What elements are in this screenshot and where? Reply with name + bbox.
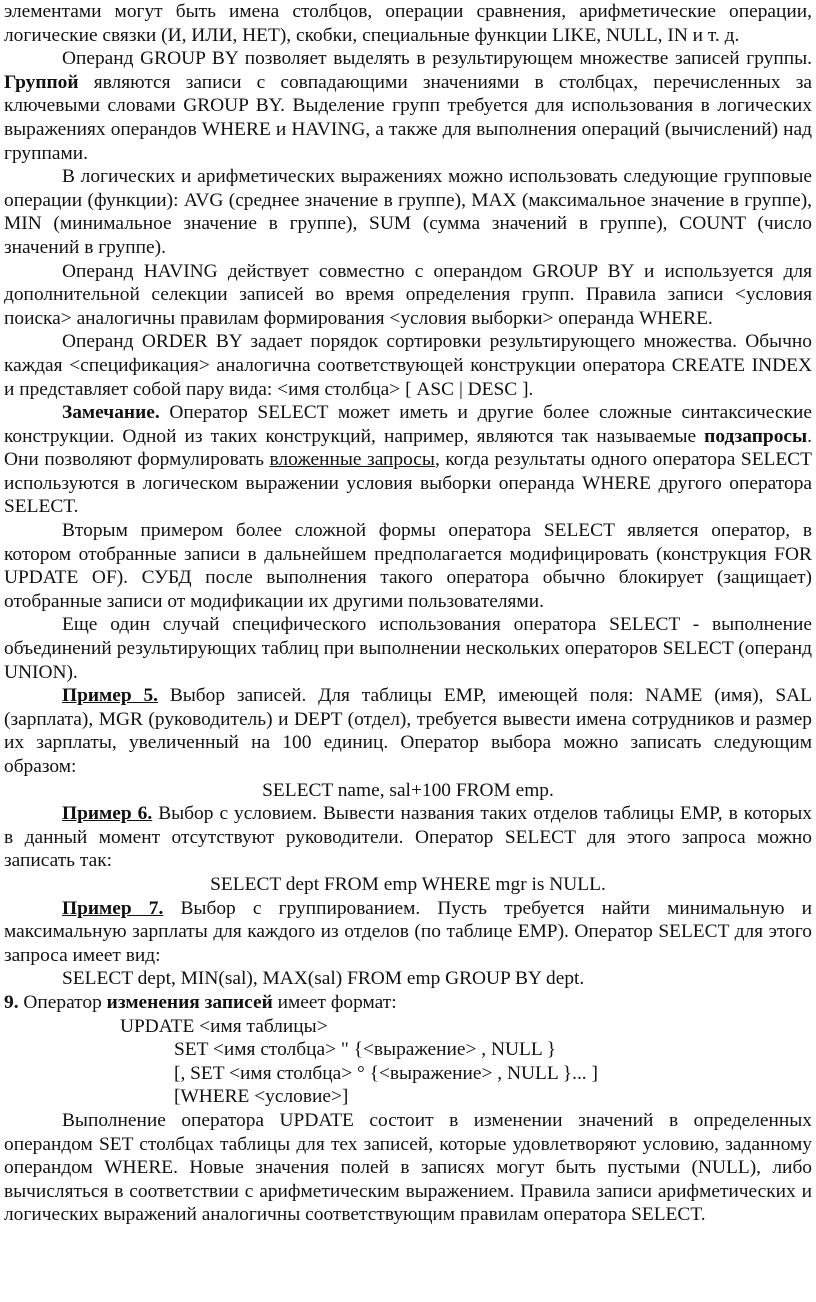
update-syntax-line-2: SET <имя столбца> " {<выражение> , NULL }	[174, 1039, 557, 1061]
paragraph-group-by	[4, 47, 812, 165]
term-group: Группой	[4, 71, 79, 93]
term-update-records: изменения записей	[106, 991, 273, 1013]
text: Оператор SELECT может иметь и другие более сложные синтаксические конструкции. Одной из таких конструкций, например, являются так называемые	[4, 402, 812, 447]
example-6-label: Пример 6.	[62, 803, 153, 825]
example-7-code: SELECT dept, MIN(sal), MAX(sal) FROM emp GROUP BY dept.	[62, 968, 585, 990]
text: являются записи с совпадающими значениями в столбцах, перечисленных за ключевыми словами GROUP BY. Выделение групп требуется для использования в логических выражениях операндов WHERE и HAVING, а также для выполнения операций (вычислений) над группами.	[4, 71, 812, 164]
example-5-code: SELECT name, sal+100 FROM emp.	[262, 779, 554, 801]
text: имеет формат:	[272, 991, 397, 1013]
example-6-code: SELECT dept FROM emp WHERE mgr is NULL.	[210, 873, 606, 895]
text: Выбор с группированием. Пусть требуется найти минимальную и максимальную зарплаты для каждого из отделов (по таблице EMP). Оператор SELECT для этого запроса имеет вид:	[4, 897, 813, 966]
term-nested-queries: вложенные запросы	[269, 449, 435, 471]
paragraph-note	[4, 401, 812, 519]
text: Выбор с условием. Вывести названия таких отделов таблицы EMP, в которых в данный момент отсутствуют руководители. Оператор SELECT для этого запроса можно записать так:	[4, 803, 813, 872]
update-syntax-line-3: [, SET <имя столбца> ° {<выражение> , NULL }... ]	[174, 1062, 598, 1084]
paragraph-update-description: Выполнение оператора UPDATE состоит в изменении значений в определенных операндом SET столбцах таблицы для тех записей, которые удовлетворяют условию, заданному операндом WHERE. Новые значения полей в записях могут быть пустыми (NULL), либо вычисляться в соответствии с арифметическим выражением. Правила записи арифметических и логических выражений аналогичны соответствующим правилам оператора SELECT.	[4, 1109, 812, 1226]
paragraph-having: Операнд HAVING действует совместно с операндом GROUP BY и используется для дополнительной селекции записей во время определения групп. Правила записи <условия поиска> аналогичны правилам формирования <условия выборки> операнда WHERE.	[4, 260, 812, 329]
text: . Они позволяют формулировать	[4, 425, 812, 471]
example-6	[4, 802, 812, 873]
text: Операнд GROUP BY позволяет выделять в результирующем множестве записей группы.	[62, 48, 812, 70]
example-7-label: Пример 7.	[62, 897, 164, 919]
update-syntax-line-4: [WHERE <условие>]	[174, 1086, 349, 1108]
section-9-heading	[4, 991, 812, 1015]
paragraph-group-functions: В логических и арифметических выражениях можно использовать следующие групповые операции (функции): AVG (среднее значение в группе), MAX (максимальное значение в группе), MIN (минимальное значение в группе), SUM (сумма значений в группе), COUNT (число значений в группе).	[4, 166, 812, 258]
example-5	[4, 684, 812, 778]
text: Оператор	[18, 991, 107, 1013]
text: Выбор записей. Для таблицы EMP, имеющей поля: NAME (имя), SAL (зарплата), MGR (руководитель) и DEPT (отдел), требуется вывести имена сотрудников и размер их зарплаты, увеличенный на 100 единиц. Оператор выбора можно записать следующим образом:	[4, 685, 812, 777]
paragraph-order-by: Операнд ORDER BY задает порядок сортировки результирующего множества. Обычно каждая <спецификация> аналогична соответствующей конструкции оператора CREATE INDEX и представляет собой пару вида: <имя столбца> [ ASC | DESC ].	[4, 331, 812, 400]
paragraph-union: Еще один случай специфического использования оператора SELECT - выполнение объединений результирующих таблиц при выполнении нескольких операторов SELECT (операнд UNION).	[4, 614, 812, 683]
example-5-label: Пример 5.	[62, 685, 159, 707]
paragraph-for-update: Вторым примером более сложной формы оператора SELECT является оператор, в котором отобранные записи в дальнейшем предполагается модифицировать (конструкция FOR UPDATE OF). СУБД после выполнения такого оператора обычно блокирует (защищает) отобранные записи от модификации их другими пользователями.	[4, 520, 812, 612]
update-syntax-line-1: UPDATE <имя таблицы>	[120, 1015, 328, 1037]
text: , когда результаты одного оператора SELECT используются в логическом выражении условия выборки операнда WHERE другого оператора SELECT.	[4, 449, 813, 518]
term-subqueries: подзапросы	[704, 425, 808, 447]
example-7	[4, 897, 812, 968]
note-label: Замечание.	[62, 402, 160, 424]
paragraph-continuation: элементами могут быть имена столбцов, операции сравнения, арифметические операции, логические связки (И, ИЛИ, НЕТ), скобки, специальные функции LIKE, NULL, IN и т. д.	[4, 1, 812, 46]
section-number: 9.	[4, 991, 19, 1013]
